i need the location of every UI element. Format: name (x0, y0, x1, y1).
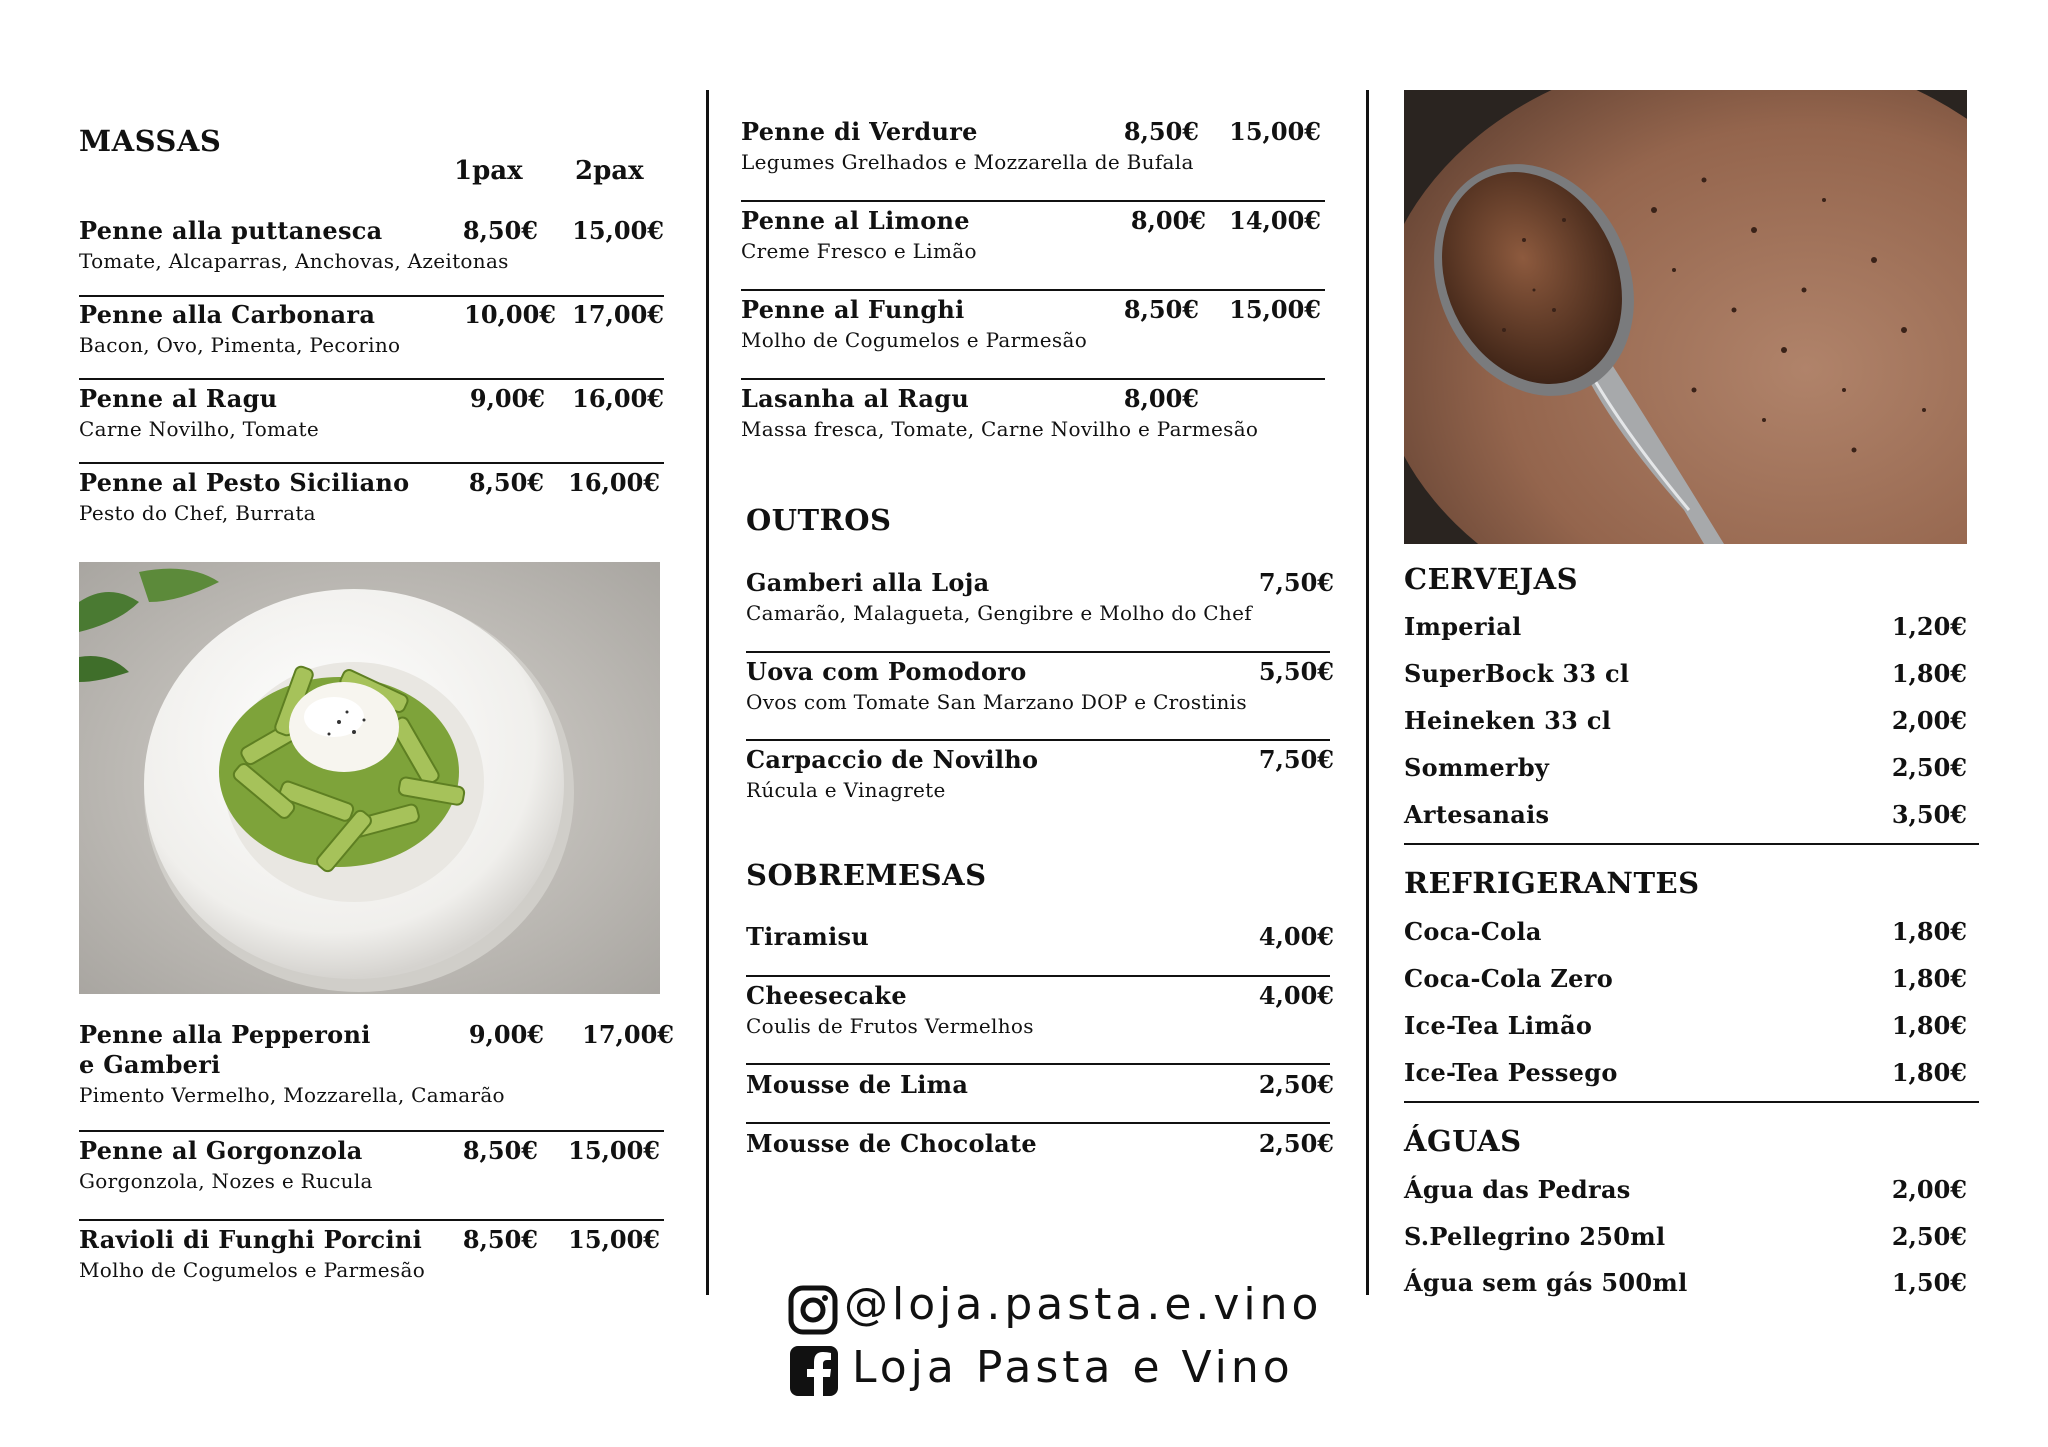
menu-item (79, 1020, 679, 1110)
item-name: Sommerby (1404, 753, 1550, 782)
drink-item (1404, 1175, 1967, 1207)
item-price: 2,00€ (1891, 706, 1967, 735)
drink-item (1404, 706, 1967, 738)
divider (79, 1219, 664, 1221)
price-2pax: 16,00€ (572, 384, 664, 413)
item-name: Penne alla puttanesca (79, 216, 383, 245)
chocolate-mousse-photo (1404, 90, 1967, 544)
item-name: Cheesecake (746, 981, 907, 1010)
divider (746, 651, 1330, 653)
price-2pax: 15,00€ (568, 1225, 660, 1254)
divider (79, 295, 664, 297)
drink-item (1404, 1268, 1967, 1300)
divider (746, 975, 1330, 977)
item-description: Creme Fresco e Limão (741, 239, 977, 263)
item-price: 1,80€ (1891, 659, 1967, 688)
price-1pax: 8,50€ (462, 216, 538, 245)
item-name: Ice-Tea Limão (1404, 1011, 1593, 1040)
facebook-icon (790, 1346, 838, 1396)
item-name: Mousse de Chocolate (746, 1129, 1037, 1158)
drink-item (1404, 964, 1967, 996)
divider (79, 378, 664, 380)
item-price: 3,50€ (1891, 800, 1967, 829)
facebook-link[interactable] (788, 1342, 1294, 1400)
item-description: Camarão, Malagueta, Gengibre e Molho do Chef (746, 601, 1252, 625)
menu-item (746, 981, 1334, 1041)
divider (741, 378, 1325, 380)
price-1pax: 10,00€ (464, 300, 556, 329)
item-description: Legumes Grelhados e Mozzarella de Bufala (741, 150, 1194, 174)
price-1pax: 8,00€ (1130, 206, 1206, 235)
menu-item (746, 922, 1334, 962)
menu-item (79, 216, 669, 276)
menu-item (741, 117, 1326, 177)
item-name: Imperial (1404, 612, 1522, 641)
price-2pax: 17,00€ (582, 1020, 674, 1049)
item-name-line2: e Gamberi (79, 1050, 221, 1079)
item-description: Molho de Cogumelos e Parmesão (79, 1258, 426, 1282)
item-name: Lasanha al Ragu (741, 384, 970, 413)
item-name: Coca-Cola Zero (1404, 964, 1614, 993)
menu-item (746, 745, 1334, 805)
divider (79, 462, 664, 464)
item-name: Ravioli di Funghi Porcini (79, 1225, 423, 1254)
divider (1404, 1101, 1979, 1103)
massas-col-1pax: 1pax (454, 156, 523, 186)
price-1pax: 8,50€ (468, 468, 544, 497)
item-description: Coulis de Frutos Vermelhos (746, 1014, 1034, 1038)
menu-item (79, 468, 669, 528)
price-2pax: 14,00€ (1229, 206, 1321, 235)
item-price: 1,80€ (1891, 917, 1967, 946)
item-name: Carpaccio de Novilho (746, 745, 1039, 774)
price-2pax: 15,00€ (1229, 117, 1321, 146)
price-1pax: 8,50€ (462, 1136, 538, 1165)
menu-item (79, 1136, 669, 1196)
item-price: 1,80€ (1891, 964, 1967, 993)
item-price: 2,50€ (1258, 1070, 1334, 1099)
item-name: S.Pellegrino 250ml (1404, 1222, 1666, 1251)
sobremesas-title: SOBREMESAS (746, 858, 987, 892)
column-divider (706, 90, 709, 1295)
item-name: Artesanais (1404, 800, 1550, 829)
drink-item (1404, 612, 1967, 644)
price-2pax: 16,00€ (568, 468, 660, 497)
item-name: Penne al Funghi (741, 295, 965, 324)
item-price: 7,50€ (1258, 745, 1334, 774)
divider (746, 739, 1330, 741)
item-description: Pimento Vermelho, Mozzarella, Camarão (79, 1083, 505, 1107)
menu-item (79, 1225, 669, 1285)
item-price: 2,50€ (1258, 1129, 1334, 1158)
menu-item (79, 300, 669, 360)
item-price: 7,50€ (1258, 568, 1334, 597)
refrigerantes-title: REFRIGERANTES (1404, 866, 1700, 900)
item-name: Penne al Gorgonzola (79, 1136, 363, 1165)
item-name: SuperBock 33 cl (1404, 659, 1630, 688)
aguas-title: ÁGUAS (1404, 1124, 1522, 1158)
drink-item (1404, 917, 1967, 949)
price-1pax: 9,00€ (468, 1020, 544, 1049)
divider (741, 200, 1325, 202)
instagram-icon (788, 1285, 838, 1335)
item-price: 5,50€ (1258, 657, 1334, 686)
item-description: Pesto do Chef, Burrata (79, 501, 316, 525)
price-2pax: 15,00€ (568, 1136, 660, 1165)
item-price: 1,80€ (1891, 1011, 1967, 1040)
item-price: 2,50€ (1891, 753, 1967, 782)
price-1pax: 8,50€ (1123, 295, 1199, 324)
menu-item (746, 1070, 1334, 1110)
item-name: Penne di Verdure (741, 117, 978, 146)
menu-item (741, 384, 1326, 444)
price-2pax: 15,00€ (572, 216, 664, 245)
drink-item (1404, 1011, 1967, 1043)
item-price: 4,00€ (1258, 922, 1334, 951)
item-price: 1,80€ (1891, 1058, 1967, 1087)
price-2pax: 15,00€ (1229, 295, 1321, 324)
instagram-handle: @loja.pasta.e.vino (844, 1279, 1323, 1330)
drink-item (1404, 659, 1967, 691)
item-name: Heineken 33 cl (1404, 706, 1612, 735)
divider (1404, 843, 1979, 845)
outros-title: OUTROS (746, 503, 892, 537)
item-price: 4,00€ (1258, 981, 1334, 1010)
divider (79, 1130, 664, 1132)
price-2pax: 17,00€ (572, 300, 664, 329)
item-description: Ovos com Tomate San Marzano DOP e Crostinis (746, 690, 1247, 714)
menu-item (746, 1129, 1334, 1169)
drink-item (1404, 753, 1967, 785)
price-1pax: 9,00€ (469, 384, 545, 413)
divider (746, 1063, 1330, 1065)
massas-title: MASSAS (79, 124, 222, 158)
price-1pax: 8,00€ (1123, 384, 1199, 413)
item-name: Ice-Tea Pessego (1404, 1058, 1618, 1087)
item-description: Gorgonzola, Nozes e Rucula (79, 1169, 373, 1193)
item-description: Bacon, Ovo, Pimenta, Pecorino (79, 333, 401, 357)
massas-col-2pax: 2pax (575, 156, 644, 186)
item-price: 2,50€ (1891, 1222, 1967, 1251)
item-price: 2,00€ (1891, 1175, 1967, 1204)
item-name: Penne al Ragu (79, 384, 278, 413)
item-description: Rúcula e Vinagrete (746, 778, 946, 802)
column-divider (1366, 90, 1369, 1295)
item-description: Carne Novilho, Tomate (79, 417, 320, 441)
item-name: Mousse de Lima (746, 1070, 969, 1099)
item-name: Tiramisu (746, 922, 870, 951)
item-description: Massa fresca, Tomate, Carne Novilho e Parmesão (741, 417, 1259, 441)
item-description: Tomate, Alcaparras, Anchovas, Azeitonas (79, 249, 509, 273)
drink-item (1404, 1058, 1967, 1090)
divider (746, 1122, 1330, 1124)
divider (741, 289, 1325, 291)
item-name: Coca-Cola (1404, 917, 1542, 946)
menu-item (746, 657, 1334, 717)
item-name: Penne al Pesto Siciliano (79, 468, 410, 497)
menu-item (746, 568, 1334, 628)
instagram-link[interactable] (788, 1279, 1323, 1337)
item-name: Uova com Pomodoro (746, 657, 1027, 686)
menu-item (79, 384, 669, 444)
item-description: Molho de Cogumelos e Parmesão (741, 328, 1088, 352)
price-1pax: 8,50€ (462, 1225, 538, 1254)
menu-item (741, 206, 1326, 266)
item-name: Penne alla Carbonara (79, 300, 376, 329)
pesto-pasta-photo (79, 562, 660, 994)
item-name: Penne alla Pepperoni (79, 1020, 371, 1049)
cervejas-title: CERVEJAS (1404, 562, 1579, 596)
item-name: Água das Pedras (1404, 1175, 1631, 1204)
facebook-page: Loja Pasta e Vino (852, 1342, 1294, 1393)
item-name: Água sem gás 500ml (1404, 1268, 1688, 1297)
drink-item (1404, 1222, 1967, 1254)
price-1pax: 8,50€ (1123, 117, 1199, 146)
drink-item (1404, 800, 1967, 832)
item-price: 1,50€ (1891, 1268, 1967, 1297)
item-name: Gamberi alla Loja (746, 568, 990, 597)
menu-item (741, 295, 1326, 355)
item-name: Penne al Limone (741, 206, 970, 235)
item-price: 1,20€ (1891, 612, 1967, 641)
